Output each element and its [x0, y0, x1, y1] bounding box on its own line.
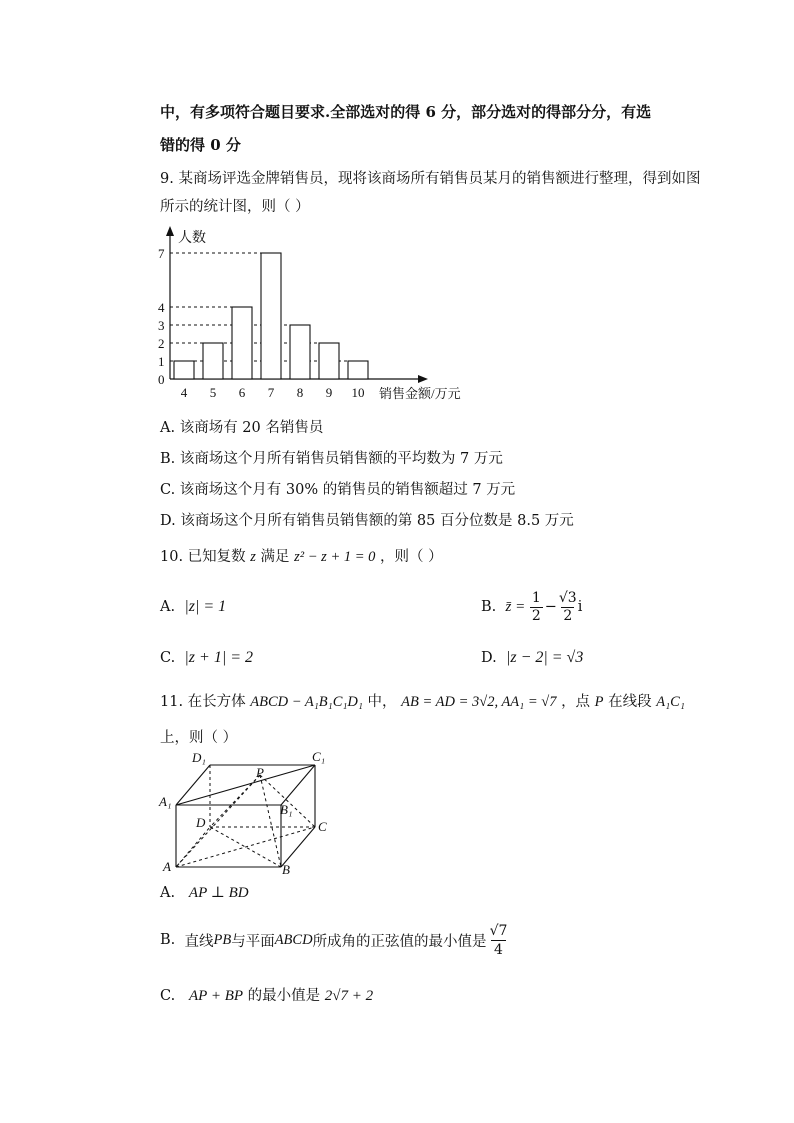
- q9-stem-line-2: 所示的统计图，则（ ）: [160, 199, 310, 215]
- q10-option-b-lhs: z̄ =: [505, 598, 526, 615]
- label-d1: D₁: [192, 750, 206, 765]
- q10-prefix: 10. 已知复数: [160, 549, 246, 565]
- q10-equation: z² − z + 1 = 0: [294, 549, 376, 565]
- q10-suffix: ，则（ ）: [380, 549, 443, 565]
- bar-5: [203, 343, 223, 379]
- q11-option-c-value: 2√7 + 2: [324, 988, 374, 1004]
- q10-option-c-label: C.: [160, 650, 176, 666]
- q10-frac2-num: √3: [558, 589, 577, 606]
- x-tick-label-9: 9: [325, 385, 333, 400]
- label-a1: A₁: [159, 794, 172, 809]
- diagonal-a-c: [176, 827, 315, 867]
- q10-option-a-label: A.: [160, 599, 176, 615]
- q11-option-b-den: 4: [491, 940, 506, 959]
- x-axis-arrow: [418, 375, 428, 383]
- q10-option-b: [481, 585, 582, 629]
- q10-option-b-frac1: [530, 590, 543, 625]
- q11-option-b: [160, 918, 507, 962]
- q10-mid: 满足: [260, 549, 290, 565]
- q10-frac1-den: 2: [531, 607, 541, 624]
- bar-7: [261, 253, 281, 379]
- q11-stem-line-1: [160, 690, 685, 711]
- q11-option-b-text2: 与平面: [231, 933, 275, 950]
- q10-var: z: [250, 549, 256, 565]
- q10-option-b-frac2: [559, 590, 577, 625]
- bar-6: [232, 307, 252, 379]
- x-tick-label-6: 6: [238, 385, 246, 400]
- q11-option-b-fraction: [490, 922, 508, 959]
- q10-option-d: [481, 649, 583, 667]
- bar-10: [348, 361, 368, 379]
- q11-option-c-label: C.: [160, 988, 176, 1004]
- x-tick-label-4: 4: [180, 385, 188, 400]
- q11-option-a: [160, 883, 249, 902]
- x-tick-label-5: 5: [209, 385, 217, 400]
- cuboid-figure: [150, 748, 350, 878]
- label-b1: B₁: [280, 802, 293, 817]
- q11-option-a-label: A.: [160, 885, 176, 901]
- q11-option-c-text: 的最小值是: [247, 988, 321, 1004]
- q11-option-c: [160, 984, 373, 1005]
- q10-option-c-math: |z + 1| = 2: [184, 649, 254, 666]
- q10-frac1-num: 1: [531, 589, 541, 606]
- segment-a1-c1: [176, 765, 315, 805]
- bar-9: [319, 343, 339, 379]
- q10-option-c: [160, 649, 253, 667]
- y-tick-label-1: 1: [158, 354, 165, 369]
- q11-stem-mid: 中，: [367, 694, 397, 710]
- q9-option-d: D. 该商场这个月所有销售员销售额的第 85 百分位数是 8.5 万元: [160, 513, 574, 529]
- q11-stem-mid3: 在线段: [608, 694, 652, 710]
- y-tick-label-2: 2: [158, 336, 165, 351]
- q10-option-b-label: B.: [481, 599, 497, 615]
- section-header-line-1: 中，有多项符合题目要求.全部选对的得 6 分，部分选对的得部分分，有选: [160, 103, 652, 121]
- q11-point: P: [594, 694, 604, 710]
- q10-stem: [160, 545, 443, 566]
- y-tick-label-0: 0: [158, 372, 165, 387]
- segment-p-b: [260, 775, 281, 867]
- q11-option-b-label: B.: [160, 932, 176, 948]
- q9-option-a: A. 该商场有 20 名销售员: [160, 420, 324, 436]
- label-b: B: [282, 862, 290, 877]
- y-tick-label-4: 4: [158, 300, 165, 315]
- label-c: C: [318, 819, 327, 834]
- segment-p-c: [260, 775, 315, 827]
- x-tick-label-7: 7: [267, 385, 275, 400]
- q11-segment: A₁C₁: [656, 694, 685, 710]
- edge-b1-c1: [281, 765, 315, 805]
- q9-option-b: B. 该商场这个月所有销售员销售额的平均数为 7 万元: [160, 451, 503, 467]
- y-axis-arrow: [166, 226, 174, 236]
- x-tick-label-8: 8: [296, 385, 304, 400]
- q11-given: AB = AD = 3√2, AA₁ = √7: [401, 694, 557, 710]
- q10-frac2-den: 2: [563, 607, 573, 624]
- section-header-line-2: 错的得 0 分: [160, 136, 241, 154]
- q9-stem-line-1: 9. 某商场评选金牌销售员，现将该商场所有销售员某月的销售额进行整理，得到如图: [160, 171, 701, 187]
- label-c1: C₁: [312, 749, 326, 764]
- q11-option-b-num: √7: [489, 922, 508, 939]
- label-d: D: [196, 815, 206, 830]
- x-tick-label-10: 10: [351, 385, 365, 400]
- histogram-chart: [150, 225, 490, 410]
- q10-option-a-math: |z| = 1: [184, 598, 227, 615]
- q9-option-c: C. 该商场这个月有 30% 的销售员的销售额超过 7 万元: [160, 482, 516, 498]
- q11-solid: ABCD − A₁B₁C₁D₁: [250, 694, 363, 710]
- q10-option-b-i: i: [577, 599, 583, 615]
- q10-option-b-minus: −: [544, 599, 557, 615]
- q11-option-a-math: AP ⊥ BD: [188, 885, 249, 901]
- q11-option-b-plane: ABCD: [274, 931, 313, 948]
- edge-a1-d1: [176, 765, 210, 805]
- bar-8: [290, 325, 310, 379]
- label-p: P: [256, 765, 264, 780]
- q10-option-d-label: D.: [481, 650, 497, 666]
- y-tick-label-7: 7: [158, 246, 165, 261]
- x-axis-label: 销售金额/万元: [379, 386, 461, 401]
- q10-option-d-math: |z − 2| = √3: [505, 649, 584, 666]
- q11-option-b-pb: PB: [213, 931, 232, 948]
- q11-option-b-text3: 所成角的正弦值的最小值是: [312, 933, 487, 950]
- bar-4: [174, 361, 194, 379]
- label-a: A: [163, 859, 171, 874]
- q11-option-c-expr: AP + BP: [189, 988, 244, 1004]
- q11-option-b-text1: 直线: [184, 933, 214, 950]
- edge-b-c: [281, 827, 315, 867]
- q11-stem-mid2: ，点: [561, 694, 591, 710]
- q11-stem-prefix: 11. 在长方体: [160, 694, 246, 710]
- y-axis-label: 人数: [178, 231, 206, 246]
- q11-stem-line-2: 上，则（ ）: [160, 730, 238, 746]
- y-tick-label-3: 3: [158, 318, 165, 333]
- q10-option-a: [160, 598, 226, 616]
